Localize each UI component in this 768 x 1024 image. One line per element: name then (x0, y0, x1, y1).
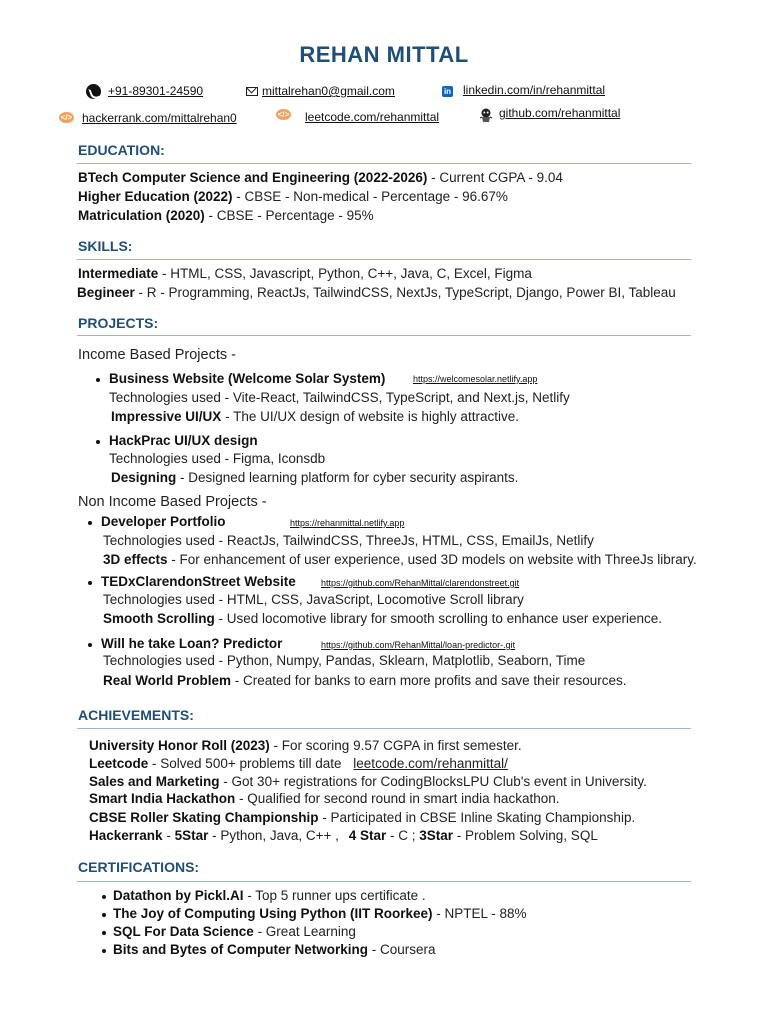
project-tech: Technologies used - HTML, CSS, JavaScript, Locomotive Scroll library (103, 592, 524, 607)
certification-item: The Joy of Computing Using Python (IIT Roorkee) - NPTEL - 88% (113, 906, 527, 921)
project-highlight: Real World Problem - Created for banks to earn more profits and save their resources. (103, 673, 627, 688)
section-divider (77, 728, 691, 729)
achievement-row: Sales and Marketing - Got 30+ registrations for CodingBlocksLPU Club's event in University. (89, 774, 647, 789)
project-url[interactable]: https://github.com/RehanMittal/clarendonstreet.git (321, 578, 520, 588)
income-projects-heading: Income Based Projects - (78, 347, 236, 363)
projects-heading: PROJECTS: (78, 315, 159, 331)
project-url[interactable]: https://github.com/RehanMittal/loan-predictor-.git (321, 640, 516, 650)
project-name: TEDxClarendonStreet Website (101, 574, 296, 589)
leetcode-link[interactable]: leetcode.com/rehanmittal (305, 110, 440, 124)
achievement-row: CBSE Roller Skating Championship - Participated in CBSE Inline Skating Championship. (89, 810, 636, 825)
project-highlight: Smooth Scrolling - Used locomotive library for smooth scrolling to enhance user experience. (103, 611, 662, 626)
github-icon (478, 107, 494, 123)
bullet (102, 913, 106, 917)
education-row: BTech Computer Science and Engineering (2022-2026) - Current CGPA - 9.04 (78, 170, 563, 185)
mail-icon (246, 87, 258, 96)
linkedin-link[interactable]: linkedin.com/in/rehanmittal (463, 83, 606, 97)
education-row: Matriculation (2020) - CBSE - Percentage - 95% (78, 208, 374, 223)
phone-link[interactable]: +91-89301-24590 (108, 84, 204, 98)
bullet (102, 931, 106, 935)
section-divider (77, 163, 691, 164)
bullet (96, 378, 100, 382)
candidate-name: REHAN MITTAL (299, 42, 469, 67)
project-url[interactable]: https://welcomesolar.netlify.app (413, 374, 538, 384)
bullet (88, 521, 92, 525)
certifications-heading: CERTIFICATIONS: (78, 859, 200, 875)
project-highlight: Impressive UI/UX - The UI/UX design of website is highly attractive. (111, 409, 519, 424)
skills-row: Intermediate - HTML, CSS, Javascript, Python, C++, Java, C, Excel, Figma (78, 266, 532, 281)
achievements-heading: ACHIEVEMENTS: (78, 707, 194, 723)
education-row: Higher Education (2022) - CBSE - Non-medical - Percentage - 96.67% (78, 189, 508, 204)
project-tech: Technologies used - Python, Numpy, Pandas, Sklearn, Matplotlib, Seaborn, Time (103, 653, 586, 668)
bullet (96, 440, 100, 444)
linkedin-icon: in (443, 87, 452, 96)
project-tech: Technologies used - ReactJs, TailwindCSS, ThreeJs, HTML, CSS, EmailJs, Netlify (103, 533, 594, 548)
project-name: HackPrac UI/UX design (109, 433, 258, 448)
github-link[interactable]: github.com/rehanmittal (499, 106, 621, 120)
hackerrank-link[interactable]: hackerrank.com/mittalrehan0 (82, 111, 237, 125)
project-tech: Technologies used - Vite-React, TailwindCSS, TypeScript, and Next.js, Netlify (109, 390, 570, 405)
skills-heading: SKILLS: (78, 238, 133, 254)
achievement-row-hackerrank: Hackerrank - 5Star - Python, Java, C++ , 4 Star - C ; 3Star - Problem Solving, SQL (89, 828, 598, 843)
achievement-row: Leetcode - Solved 500+ problems till date leetcode.com/rehanmittal/ (89, 756, 508, 771)
non-income-projects-heading: Non Income Based Projects - (78, 494, 267, 510)
project-url[interactable]: https://rehanmittal.netlify.app (290, 518, 405, 528)
email-link[interactable]: mittalrehan0@gmail.com (262, 84, 395, 98)
certification-item: Bits and Bytes of Computer Networking - Coursera (113, 942, 436, 957)
bullet (102, 949, 106, 953)
code-icon: </> (277, 110, 290, 119)
project-tech: Technologies used - Figma, Iconsdb (109, 451, 326, 466)
education-heading: EDUCATION: (78, 142, 165, 158)
project-name: Business Website (Welcome Solar System) (109, 371, 386, 386)
bullet (102, 895, 106, 899)
section-divider (77, 259, 691, 260)
leetcode-profile-link[interactable]: leetcode.com/rehanmittal/ (353, 756, 508, 771)
phone-icon (86, 84, 101, 99)
code-icon: </> (60, 113, 73, 122)
certification-item: Datathon by Pickl.AI - Top 5 runner ups certificate . (113, 888, 426, 903)
project-name: Developer Portfolio (101, 514, 226, 529)
project-highlight: 3D effects - For enhancement of user experience, used 3D models on website with ThreeJs library. (103, 552, 697, 567)
section-divider (77, 881, 691, 882)
achievement-row: University Honor Roll (2023) - For scoring 9.57 CGPA in first semester. (89, 738, 522, 753)
project-name: Will he take Loan? Predictor (101, 636, 283, 651)
bullet (88, 643, 92, 647)
skills-row: Begineer - R - Programming, ReactJs, TailwindCSS, NextJs, TypeScript, Django, Power BI, Tableau (77, 285, 676, 300)
section-divider (77, 335, 691, 336)
achievement-row: Smart India Hackathon - Qualified for second round in smart india hackathon. (89, 791, 560, 806)
bullet (88, 581, 92, 585)
project-highlight: Designing - Designed learning platform for cyber security aspirants. (111, 470, 519, 485)
certification-item: SQL For Data Science - Great Learning (113, 924, 356, 939)
